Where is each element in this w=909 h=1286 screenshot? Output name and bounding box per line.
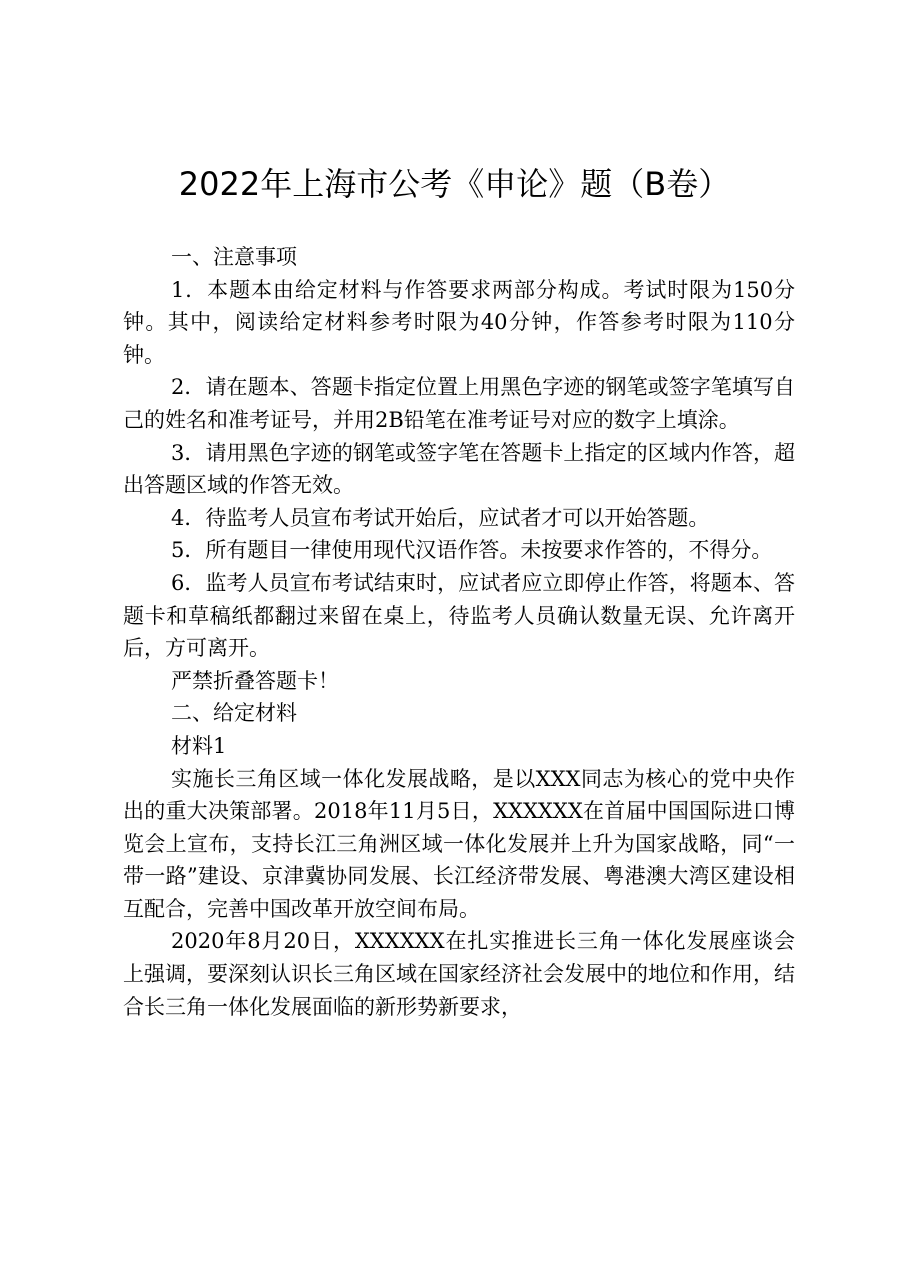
- note-item-1: 1．本题本由给定材料与作答要求两部分构成。考试时限为150分钟。其中，阅读给定材料参考时限为40分钟，作答参考时限为110分钟。: [123, 277, 795, 367]
- document-body: [123, 241, 795, 1023]
- material-paragraph-2: 2020年8月20日，XXXXXX在扎实推进长三角一体化发展座谈会上强调，要深刻认识长三角区域在国家经济社会发展中的地位和作用，结合长三角一体化发展面临的新形势新要求，: [123, 929, 795, 1019]
- document-title: 2022年上海市公考《申论》题（B卷）: [178, 165, 731, 203]
- section-heading-notes: 一、注意事项: [171, 245, 297, 269]
- note-item-2: 2．请在题本、答题卡指定位置上用黑色字迹的钢笔或签字笔填写自己的姓名和准考证号，并用2B铅笔在准考证号对应的数字上填涂。: [123, 375, 795, 432]
- note-item-3: 3．请用黑色字迹的钢笔或签字笔在答题卡上指定的区域内作答，超出答题区域的作答无效。: [123, 440, 795, 498]
- warning-text: 严禁折叠答题卡！: [171, 668, 339, 693]
- section-heading-materials: 二、给定材料: [171, 701, 297, 726]
- note-item-5: 5．所有题目一律使用现代汉语作答。未按要求作答的，不得分。: [171, 538, 773, 563]
- note-item-6: 6．监考人员宣布考试结束时，应试者应立即停止作答，将题本、答题卡和草稿纸都翻过来留在桌上，待监考人员确认数量无误、允许离开后，方可离开。: [123, 570, 795, 661]
- note-item-4: 4．待监考人员宣布考试开始后，应试者才可以开始答题。: [171, 505, 710, 530]
- material-paragraph-1: 实施长三角区域一体化发展战略，是以XXX同志为核心的党中央作出的重大决策部署。2018年11月5日，XXXXXX在首届中国国际进口博览会上宣布，支持长江三角洲区域一体化发展并上升为国家战略，同“一带一路”建设、京津冀协同发展、长江经济带发展、粤港澳大湾区建设相互配合，完善中国改革开放空间布局。: [123, 766, 795, 921]
- material-label: 材料1: [171, 733, 227, 758]
